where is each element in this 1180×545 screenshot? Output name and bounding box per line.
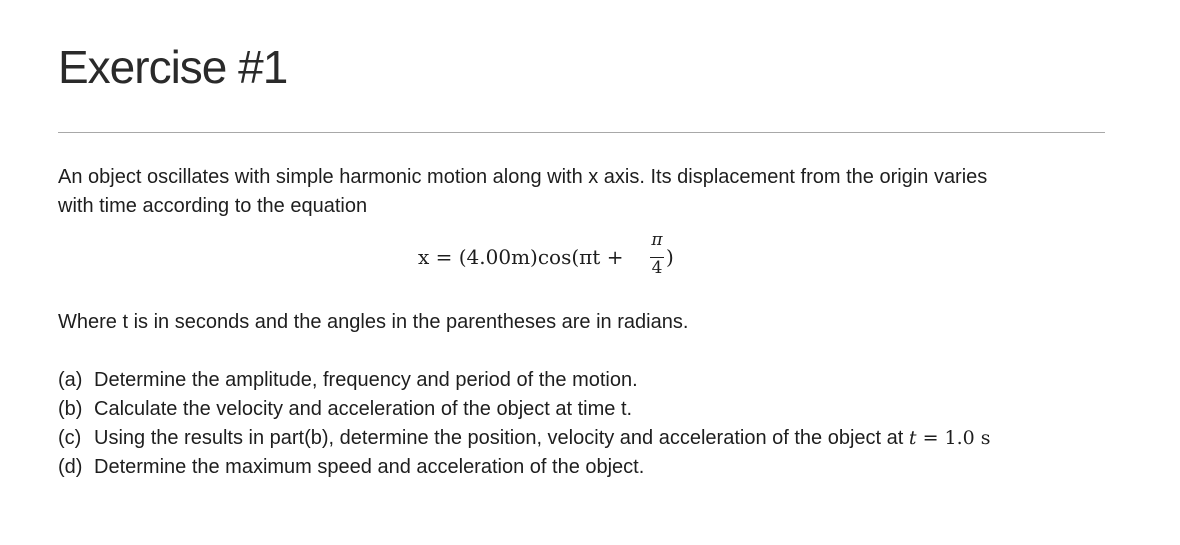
question-math	[909, 427, 991, 449]
math-value: = 1.0 s	[916, 427, 991, 449]
question-item-c	[58, 424, 991, 453]
units-note: Where t is in seconds and the angles in the parentheses are in radians.	[58, 311, 689, 333]
question-marker: (d)	[58, 456, 83, 478]
fraction-numerator: π	[651, 230, 663, 250]
equation-fraction	[648, 232, 666, 280]
question-item-a	[58, 366, 991, 395]
question-text: Determine the maximum speed and acceleration of the object.	[94, 456, 645, 478]
question-marker: (a)	[58, 369, 83, 391]
question-list	[58, 366, 991, 482]
question-marker: (c)	[58, 427, 82, 449]
fraction-denominator: 4	[651, 258, 663, 278]
question-item-d	[58, 453, 991, 482]
question-text: Using the results in part(b), determine the position, velocity and acceleration of the object at	[94, 427, 909, 449]
equation-close-paren: )	[666, 245, 674, 269]
math-variable: t	[908, 427, 917, 449]
question-marker: (b)	[58, 398, 83, 420]
question-item-b	[58, 395, 991, 424]
problem-statement-line-2: with time according to the equation	[58, 195, 368, 217]
question-text: Calculate the velocity and acceleration of the object at time t.	[94, 398, 633, 420]
equation-main: x = (4.00m)cos(πt +	[418, 245, 624, 269]
page-title: Exercise #1	[58, 41, 288, 93]
question-text: Determine the amplitude, frequency and period of the motion.	[94, 369, 638, 391]
problem-statement	[58, 163, 987, 221]
problem-statement-line-1: An object oscillates with simple harmonic motion along with x axis. Its displacement from the origin varies	[58, 166, 988, 188]
horizontal-divider	[58, 132, 1105, 133]
